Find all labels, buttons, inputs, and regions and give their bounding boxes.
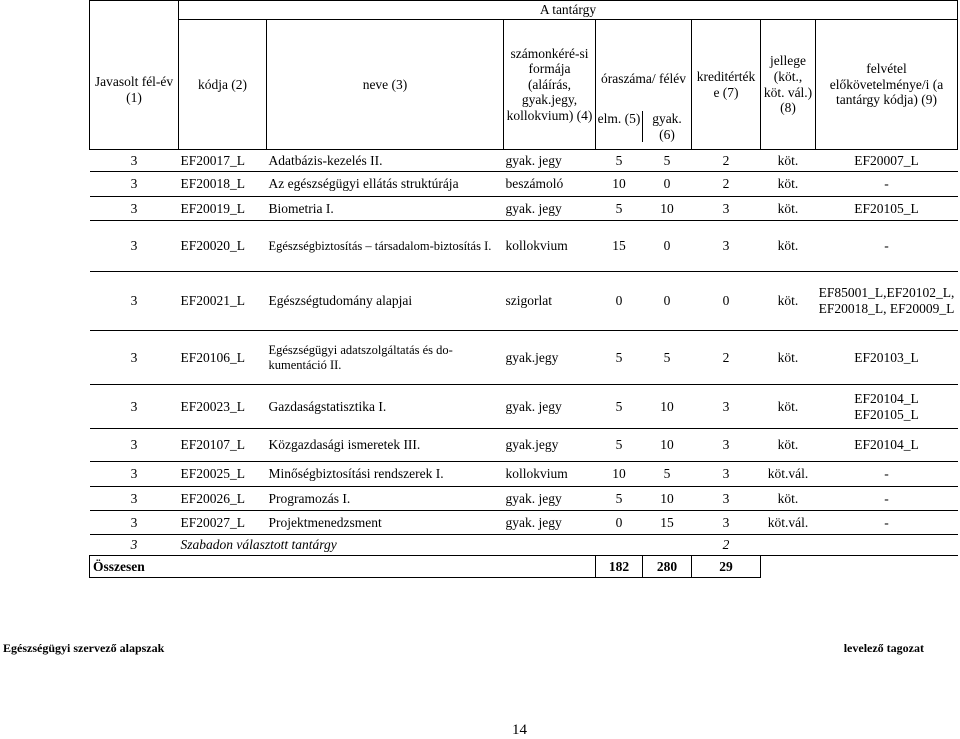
cell-type: köt. <box>761 272 816 331</box>
cell-lecture: 10 <box>596 462 643 487</box>
total-label: Összesen <box>90 556 596 578</box>
cell-lecture: 0 <box>596 511 643 535</box>
header-credit: kreditérték e (7) <box>692 20 761 150</box>
table-row <box>90 511 958 535</box>
header-group-title: A tantárgy <box>179 1 958 20</box>
cell-prereq: - <box>816 462 958 487</box>
cell-exam: kollokvium <box>504 221 596 272</box>
cell-prereq: EF85001_L,EF20102_L,EF20018_L, EF20009_L <box>816 272 958 331</box>
header-hours: óraszáma/ félév <box>600 71 687 87</box>
cell-name: Programozás I. <box>267 487 504 511</box>
cell-lecture: 5 <box>596 197 643 221</box>
cell-credit: 3 <box>692 385 761 429</box>
cell-prereq: - <box>816 487 958 511</box>
cell-exam: gyak. jegy <box>504 197 596 221</box>
cell-practice: 10 <box>642 487 691 511</box>
cell-prereq: EF20007_L <box>816 150 958 172</box>
cell-prereq: - <box>816 221 958 272</box>
table-row <box>90 462 958 487</box>
cell-practice: 5 <box>642 331 691 385</box>
cell-name: Közgazdasági ismeretek III. <box>267 429 504 462</box>
cell-credit: 2 <box>692 535 761 556</box>
cell-semester: 3 <box>90 172 179 197</box>
cell-credit: 3 <box>692 197 761 221</box>
cell-type: köt.vál. <box>761 511 816 535</box>
cell-practice: 15 <box>642 511 691 535</box>
header-type: jellege (köt., köt. vál.) (8) <box>761 20 816 150</box>
cell-semester: 3 <box>90 221 179 272</box>
cell-code: EF20021_L <box>179 272 267 331</box>
cell-name: Az egészségügyi ellátás struktúrája <box>267 172 504 197</box>
cell-exam: gyak. jegy <box>504 150 596 172</box>
cell-credit: 3 <box>692 487 761 511</box>
cell-semester: 3 <box>90 385 179 429</box>
cell-type: köt. <box>761 385 816 429</box>
cell-name: Projektmenedzsment <box>267 511 504 535</box>
cell-lecture: 10 <box>596 172 643 197</box>
cell-credit: 3 <box>692 462 761 487</box>
header-prereq: felvétel előkövetelménye/i (a tantárgy kódja) (9) <box>816 20 958 150</box>
cell-code: EF20107_L <box>179 429 267 462</box>
cell-credit: 2 <box>692 331 761 385</box>
cell-semester: 3 <box>90 487 179 511</box>
total-row <box>90 556 958 578</box>
cell-semester: 3 <box>90 150 179 172</box>
cell-practice: 5 <box>642 462 691 487</box>
cell-lecture: 5 <box>596 429 643 462</box>
cell-type: köt. <box>761 197 816 221</box>
header-code: kódja (2) <box>179 20 267 150</box>
cell-type: köt. <box>761 150 816 172</box>
cell-semester: 3 <box>90 511 179 535</box>
page-number: 14 <box>512 722 527 738</box>
cell-name: Biometria I. <box>267 197 504 221</box>
cell-semester: 3 <box>90 429 179 462</box>
table-row <box>90 272 958 331</box>
cell-practice: 0 <box>642 221 691 272</box>
cell-lecture: 5 <box>596 385 643 429</box>
header-name: neve (3) <box>267 20 504 150</box>
curriculum-table <box>89 0 958 578</box>
cell-lecture: 0 <box>596 272 643 331</box>
cell-prereq: EF20104_L <box>816 429 958 462</box>
cell-lecture: 15 <box>596 221 643 272</box>
table-row <box>90 385 958 429</box>
table-row <box>90 331 958 385</box>
header-semester: Javasolt fél-év (1) <box>90 1 179 150</box>
cell-name: Egészségügyi adatszolgáltatás és do-kumentáció II. <box>267 331 504 385</box>
cell-type: köt. <box>761 172 816 197</box>
cell-exam: beszámoló <box>504 172 596 197</box>
cell-code: EF20026_L <box>179 487 267 511</box>
cell-name: Minőségbiztosítási rendszerek I. <box>267 462 504 487</box>
cell-practice: 10 <box>642 429 691 462</box>
cell-exam: gyak.jegy <box>504 331 596 385</box>
cell-type: köt. <box>761 429 816 462</box>
table-row <box>90 197 958 221</box>
cell-prereq: EF20105_L <box>816 197 958 221</box>
cell-semester: 3 <box>90 462 179 487</box>
cell-semester: 3 <box>90 197 179 221</box>
cell-lecture: 5 <box>596 150 643 172</box>
total-practice: 280 <box>642 556 691 578</box>
cell-exam: kollokvium <box>504 462 596 487</box>
table-row <box>90 150 958 172</box>
cell-name: Egészségbiztosítás – társadalom-biztosítás I. <box>267 221 504 272</box>
cell-practice: 5 <box>642 150 691 172</box>
cell-semester: 3 <box>90 535 179 556</box>
cell-lecture: 5 <box>596 331 643 385</box>
total-credit: 29 <box>692 556 761 578</box>
header-practice: gyak. (6) <box>652 110 682 142</box>
cell-credit: 2 <box>692 172 761 197</box>
cell-prereq: - <box>816 172 958 197</box>
cell-practice: 0 <box>642 272 691 331</box>
cell-type: köt. <box>761 331 816 385</box>
cell-name: Egészségtudomány alapjai <box>267 272 504 331</box>
cell-prereq: EF20103_L <box>816 331 958 385</box>
cell-code: EF20025_L <box>179 462 267 487</box>
cell-practice: 10 <box>642 197 691 221</box>
table-row <box>90 221 958 272</box>
cell-code: EF20017_L <box>179 150 267 172</box>
cell-code: EF20020_L <box>179 221 267 272</box>
cell-practice: 0 <box>642 172 691 197</box>
cell-code: EF20018_L <box>179 172 267 197</box>
header-exam: számonkéré-si formája (aláírás, gyak.jegy, kollokvium) (4) <box>504 20 596 150</box>
cell-exam: gyak. jegy <box>504 487 596 511</box>
cell-code: EF20023_L <box>179 385 267 429</box>
cell-practice: 10 <box>642 385 691 429</box>
elective-row <box>90 535 958 556</box>
footer-mode: levelező tagozat <box>843 641 924 655</box>
footer-program: Egészségügyi szervező alapszak <box>3 641 165 655</box>
cell-code: EF20019_L <box>179 197 267 221</box>
cell-lecture: 5 <box>596 487 643 511</box>
cell-prereq: EF20104_L EF20105_L <box>816 385 958 429</box>
cell-type: köt. <box>761 221 816 272</box>
cell-semester: 3 <box>90 272 179 331</box>
cell-name: Adatbázis-kezelés II. <box>267 150 504 172</box>
cell-exam: gyak. jegy <box>504 511 596 535</box>
cell-credit: 2 <box>692 150 761 172</box>
cell-elective-name: Szabadon választott tantárgy <box>179 535 692 556</box>
cell-type: köt.vál. <box>761 462 816 487</box>
header-lecture: elm. (5) <box>596 111 643 142</box>
table-row <box>90 487 958 511</box>
cell-credit: 3 <box>692 221 761 272</box>
cell-code: EF20027_L <box>179 511 267 535</box>
cell-prereq: - <box>816 511 958 535</box>
cell-semester: 3 <box>90 331 179 385</box>
cell-exam: gyak. jegy <box>504 385 596 429</box>
cell-exam: szigorlat <box>504 272 596 331</box>
total-lecture: 182 <box>596 556 643 578</box>
cell-credit: 0 <box>692 272 761 331</box>
cell-exam: gyak.jegy <box>504 429 596 462</box>
cell-code: EF20106_L <box>179 331 267 385</box>
cell-name: Gazdaságstatisztika I. <box>267 385 504 429</box>
table-row <box>90 429 958 462</box>
cell-type: köt. <box>761 487 816 511</box>
cell-credit: 3 <box>692 429 761 462</box>
cell-credit: 3 <box>692 511 761 535</box>
table-row <box>90 172 958 197</box>
